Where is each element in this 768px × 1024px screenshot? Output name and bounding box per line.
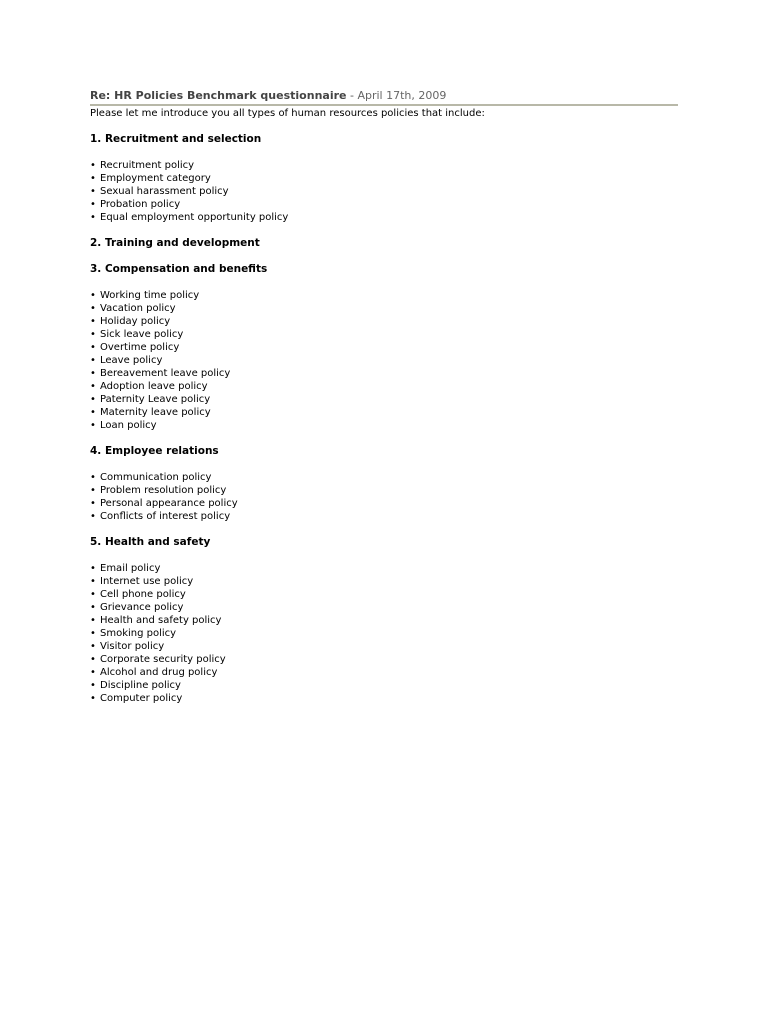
list-item [90,341,678,354]
list-item [90,367,678,380]
section-title: 5. Health and safety [90,536,211,548]
bullet-icon: • [90,498,96,509]
list-item-label: Personal appearance policy [100,498,238,509]
policy-list [90,471,678,523]
bullet-icon: • [90,589,96,600]
list-item [90,484,678,497]
list-item [90,640,678,653]
list-item [90,575,678,588]
bullet-icon: • [90,186,96,197]
list-item-label: Bereavement leave policy [100,368,231,379]
list-item [90,614,678,627]
list-item-label: Employment category [100,173,211,184]
list-item-label: Corporate security policy [100,654,226,665]
list-item-label: Recruitment policy [100,160,195,171]
list-item [90,211,678,224]
list-item [90,666,678,679]
list-item [90,315,678,328]
bullet-icon: • [90,472,96,483]
list-item [90,419,678,432]
section-title: 2. Training and development [90,237,260,249]
bullet-icon: • [90,563,96,574]
list-item-label: Email policy [100,563,161,574]
bullet-icon: • [90,394,96,405]
bullet-icon: • [90,511,96,522]
intro-text: Please let me introduce you all types of human resources policies that include: [90,108,485,119]
document-page [90,88,678,705]
list-item-label: Cell phone policy [100,589,186,600]
list-item-label: Maternity leave policy [100,407,211,418]
bullet-icon: • [90,615,96,626]
message-header [90,88,678,106]
list-item [90,302,678,315]
bullet-icon: • [90,602,96,613]
list-item [90,185,678,198]
list-item [90,692,678,705]
list-item [90,601,678,614]
bullet-icon: • [90,160,96,171]
list-item-label: Grievance policy [100,602,184,613]
list-item [90,588,678,601]
bullet-icon: • [90,199,96,210]
section-title: 4. Employee relations [90,445,219,457]
list-item [90,354,678,367]
policy-list [90,289,678,432]
list-item [90,653,678,666]
bullet-icon: • [90,290,96,301]
bullet-icon: • [90,368,96,379]
bullet-icon: • [90,355,96,366]
list-item-label: Visitor policy [100,641,165,652]
bullet-icon: • [90,693,96,704]
list-item-label: Equal employment opportunity policy [100,212,289,223]
list-item-label: Problem resolution policy [100,485,227,496]
list-item-label: Overtime policy [100,342,180,353]
list-item [90,562,678,575]
list-item-label: Loan policy [100,420,157,431]
list-item [90,393,678,406]
list-item [90,510,678,523]
policy-list [90,159,678,224]
list-item-label: Internet use policy [100,576,194,587]
list-item [90,159,678,172]
section-title: 1. Recruitment and selection [90,133,262,145]
list-item [90,471,678,484]
list-item [90,380,678,393]
policy-sections [90,133,678,705]
list-item-label: Computer policy [100,693,183,704]
bullet-icon: • [90,420,96,431]
bullet-icon: • [90,680,96,691]
list-item-label: Health and safety policy [100,615,222,626]
list-item-label: Sick leave policy [100,329,184,340]
list-item-label: Discipline policy [100,680,181,691]
list-item [90,328,678,341]
bullet-icon: • [90,316,96,327]
list-item [90,172,678,185]
header-separator: - [346,89,358,102]
bullet-icon: • [90,212,96,223]
bullet-icon: • [90,654,96,665]
policy-list [90,562,678,705]
bullet-icon: • [90,407,96,418]
list-item-label: Leave policy [100,355,163,366]
bullet-icon: • [90,667,96,678]
list-item [90,406,678,419]
list-item-label: Conflicts of interest policy [100,511,231,522]
list-item [90,289,678,302]
list-item-label: Vacation policy [100,303,176,314]
list-item-label: Alcohol and drug policy [100,667,218,678]
section-title: 3. Compensation and benefits [90,263,268,275]
bullet-icon: • [90,381,96,392]
list-item [90,198,678,211]
list-item-label: Adoption leave policy [100,381,208,392]
list-item-label: Paternity Leave policy [100,394,211,405]
bullet-icon: • [90,576,96,587]
list-item-label: Sexual harassment policy [100,186,229,197]
bullet-icon: • [90,628,96,639]
bullet-icon: • [90,303,96,314]
list-item [90,497,678,510]
list-item [90,679,678,692]
list-item-label: Smoking policy [100,628,177,639]
list-item-label: Holiday policy [100,316,171,327]
list-item-label: Communication policy [100,472,212,483]
bullet-icon: • [90,329,96,340]
list-item-label: Probation policy [100,199,181,210]
bullet-icon: • [90,641,96,652]
bullet-icon: • [90,342,96,353]
list-item [90,627,678,640]
bullet-icon: • [90,173,96,184]
message-date: April 17th, 2009 [357,89,447,102]
list-item-label: Working time policy [100,290,200,301]
message-subject: Re: HR Policies Benchmark questionnaire [90,89,347,102]
bullet-icon: • [90,485,96,496]
